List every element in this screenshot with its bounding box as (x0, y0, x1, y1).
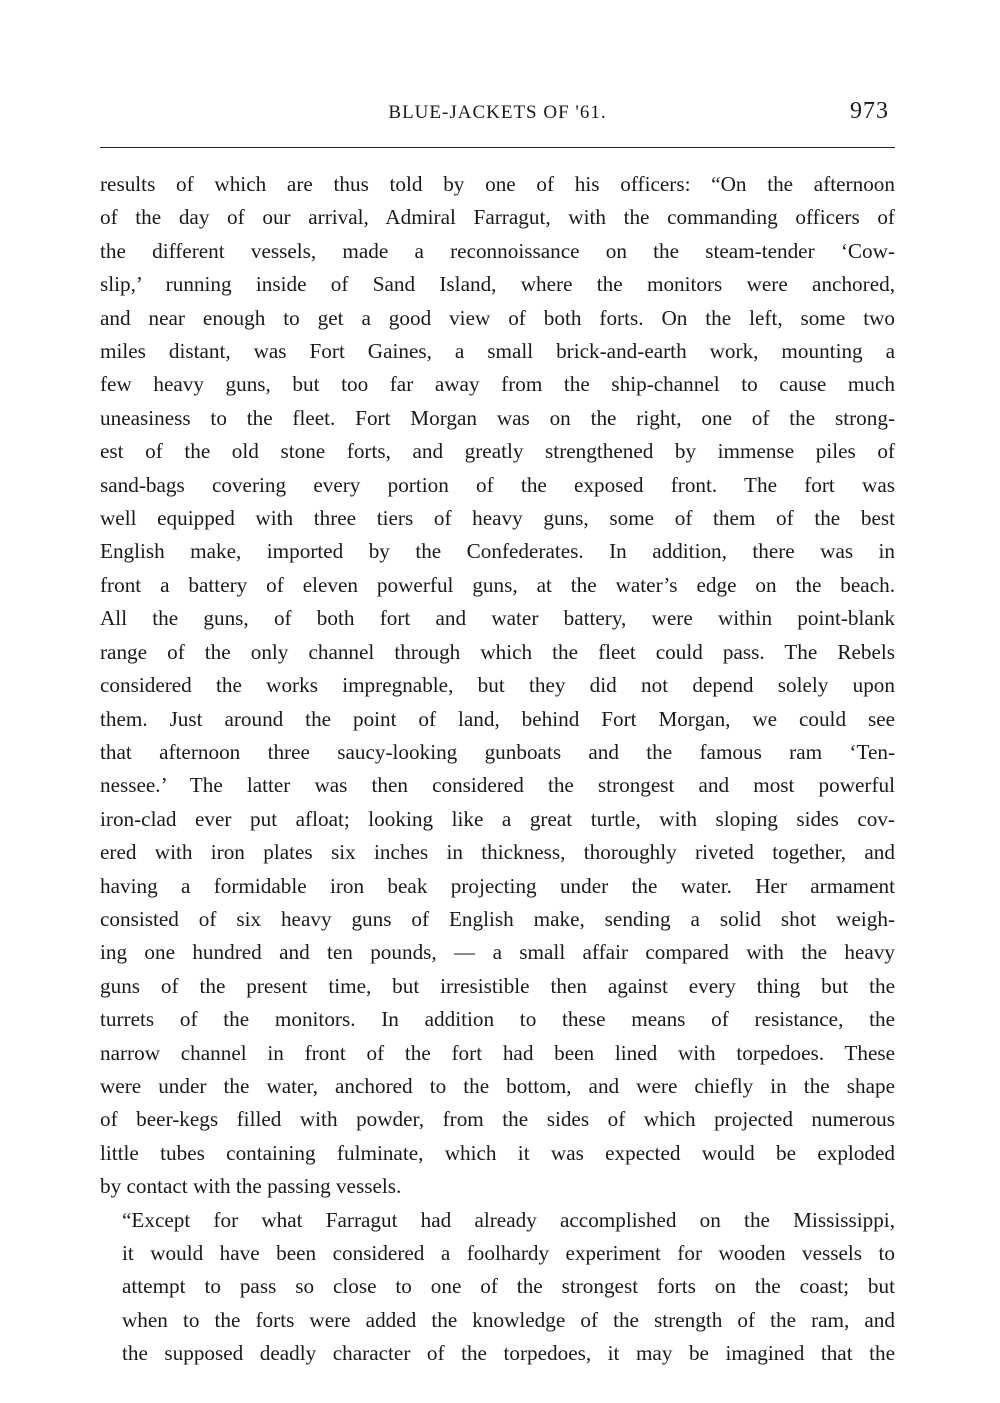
text-line: turrets of the monitors. In addition to these means of resistance, the (100, 1007, 895, 1032)
text-line: having a formidable iron beak projecting under the water. Her armament (100, 873, 895, 898)
text-line: considered the works impregnable, but they did not depend solely upon (100, 673, 895, 698)
text-line: sand-bags covering every portion of the exposed front. The fort was (100, 472, 895, 497)
text-line: by contact with the passing vessels. (100, 1174, 402, 1199)
text-line: uneasiness to the fleet. Fort Morgan was on the right, one of the strong- (100, 405, 895, 430)
running-head (100, 98, 895, 134)
text-line: ing one hundred and ten pounds, — a small affair compared with the heavy (100, 940, 895, 965)
text-line: English make, imported by the Confederates. In addition, there was in (100, 539, 895, 564)
text-line: that afternoon three saucy-looking gunboats and the famous ram ‘Ten- (100, 739, 895, 764)
text-line: ered with iron plates six inches in thickness, thoroughly riveted together, and (100, 840, 895, 865)
text-line: miles distant, was Fort Gaines, a small brick-and-earth work, mounting a (100, 339, 895, 364)
text-line: guns of the present time, but irresistible then against every thing but the (100, 973, 895, 998)
paragraph-2 (100, 1204, 895, 1371)
text-line: them. Just around the point of land, behind Fort Morgan, we could see (100, 706, 895, 731)
text-line: few heavy guns, but too far away from the ship-channel to cause much (100, 372, 895, 397)
text-line: nessee.’ The latter was then considered the strongest and most powerful (100, 773, 895, 798)
text-line: “Except for what Farragut had already accomplished on the Mississippi, (122, 1207, 895, 1232)
running-title: BLUE-JACKETS OF '61. (388, 102, 607, 123)
text-line: consisted of six heavy guns of English make, sending a solid shot weigh- (100, 906, 895, 931)
text-line: results of which are thus told by one of his officers: “On the afternoon (100, 172, 895, 196)
body-text (100, 168, 895, 1371)
text-line: the supposed deadly character of the torpedoes, it may be imagined that the (122, 1341, 895, 1366)
text-line: little tubes containing fulminate, which it was expected would be exploded (100, 1140, 895, 1165)
text-line: of the day of our arrival, Admiral Farragut, with the commanding officers of (100, 205, 895, 230)
text-line: it would have been considered a foolhardy experiment for wooden vessels to (122, 1241, 895, 1265)
text-line: were under the water, anchored to the bottom, and were chiefly in the shape (100, 1073, 895, 1098)
text-line: when to the forts were added the knowledge of the strength of the ram, and (122, 1307, 895, 1332)
text-line: front a battery of eleven powerful guns, at the water’s edge on the beach. (100, 572, 895, 597)
paragraph-1 (100, 168, 895, 1204)
text-line: and near enough to get a good view of both forts. On the left, some two (100, 305, 895, 330)
text-line: range of the only channel through which the fleet could pass. The Rebels (100, 639, 895, 664)
text-line: of beer-kegs filled with powder, from the sides of which projected numerous (100, 1107, 895, 1132)
text-line: All the guns, of both fort and water battery, were within point-blank (100, 606, 895, 631)
text-line: the different vessels, made a reconnoissance on the steam-tender ‘Cow- (100, 238, 895, 263)
text-line: attempt to pass so close to one of the strongest forts on the coast; but (122, 1274, 895, 1299)
text-line: est of the old stone forts, and greatly strengthened by immense piles of (100, 439, 895, 464)
text-line: narrow channel in front of the fort had been lined with torpedoes. These (100, 1040, 895, 1065)
text-line: iron-clad ever put afloat; looking like a great turtle, with sloping sides cov- (100, 806, 895, 831)
text-line: well equipped with three tiers of heavy guns, some of them of the best (100, 506, 895, 531)
header-rule (100, 147, 895, 148)
text-line: slip,’ running inside of Sand Island, where the monitors were anchored, (100, 272, 895, 297)
page-number: 973 (850, 98, 889, 124)
